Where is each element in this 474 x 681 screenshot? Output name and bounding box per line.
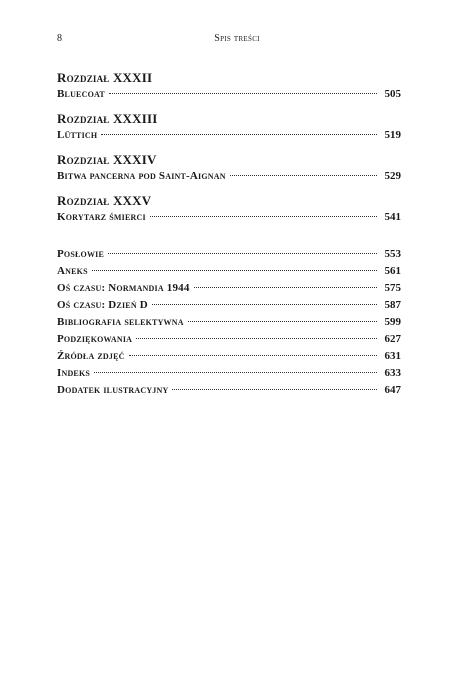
chapter-block: [57, 193, 401, 226]
page-number: 8: [57, 33, 62, 44]
dot-leader: [109, 93, 377, 94]
toc-entry-title: Posłowie: [57, 248, 104, 260]
chapter-heading: Rozdział XXXV: [57, 193, 152, 208]
toc-entry-title: Lüttich: [57, 129, 98, 141]
chapter-block: [57, 70, 401, 103]
toc-entry[interactable]: [57, 280, 401, 297]
toc-entry-page: 553: [384, 248, 401, 260]
dot-leader: [150, 216, 377, 217]
toc-entry-page: 529: [384, 170, 401, 182]
toc-entry[interactable]: [57, 365, 401, 382]
toc-entry-page: 599: [384, 316, 401, 328]
toc-entry[interactable]: [57, 331, 401, 348]
chapter-block: [57, 111, 401, 144]
dot-leader: [129, 355, 377, 356]
toc-entry-page: 561: [384, 265, 401, 277]
chapter-heading: Rozdział XXXII: [57, 70, 153, 85]
dot-leader: [108, 253, 377, 254]
toc-entry[interactable]: [57, 314, 401, 331]
table-of-contents: [57, 70, 401, 399]
running-head: Spis treści: [214, 33, 260, 44]
toc-entry-page: 587: [384, 299, 401, 311]
toc-entry-title: Bluecoat: [57, 88, 105, 100]
chapter-heading: Rozdział XXXIV: [57, 152, 157, 167]
toc-entry-title: Oś czasu: Normandia 1944: [57, 282, 190, 294]
toc-entry[interactable]: [57, 297, 401, 314]
toc-entry-title: Podziękowania: [57, 333, 133, 345]
dot-leader: [136, 338, 377, 339]
toc-entry-page: 647: [384, 384, 401, 396]
toc-entry[interactable]: [57, 348, 401, 365]
dot-leader: [92, 270, 377, 271]
chapter-heading: Rozdział XXXIII: [57, 111, 158, 126]
toc-entry-title: Oś czasu: Dzień D: [57, 299, 148, 311]
chapter-list: [57, 70, 401, 226]
toc-entry-page: 519: [384, 129, 401, 141]
toc-entry-title: Bibliografia selektywna: [57, 316, 184, 328]
dot-leader: [101, 134, 377, 135]
toc-entry-title: Bitwa pancerna pod Saint-Aignan: [57, 170, 226, 182]
dot-leader: [188, 321, 377, 322]
toc-entry-title: Aneks: [57, 265, 88, 277]
toc-entry[interactable]: [57, 209, 401, 226]
chapter-block: [57, 152, 401, 185]
toc-entry[interactable]: [57, 246, 401, 263]
dot-leader: [152, 304, 377, 305]
toc-entry-page: 505: [384, 88, 401, 100]
toc-entry[interactable]: [57, 127, 401, 144]
back-matter-list: [57, 246, 401, 399]
dot-leader: [230, 175, 377, 176]
toc-entry[interactable]: [57, 86, 401, 103]
toc-entry-title: Indeks: [57, 367, 91, 379]
dot-leader: [94, 372, 377, 373]
toc-entry-title: Korytarz śmierci: [57, 211, 146, 223]
toc-entry-title: Źródła zdjęć: [57, 350, 125, 362]
toc-entry-page: 633: [384, 367, 401, 379]
toc-entry-page: 631: [384, 350, 401, 362]
toc-entry-page: 575: [384, 282, 401, 294]
toc-entry-page: 627: [384, 333, 401, 345]
toc-entry[interactable]: [57, 382, 401, 399]
toc-entry-page: 541: [384, 211, 401, 223]
dot-leader: [194, 287, 377, 288]
toc-entry[interactable]: [57, 168, 401, 185]
toc-entry[interactable]: [57, 263, 401, 280]
dot-leader: [172, 389, 377, 390]
toc-entry-title: Dodatek ilustracyjny: [57, 384, 169, 396]
